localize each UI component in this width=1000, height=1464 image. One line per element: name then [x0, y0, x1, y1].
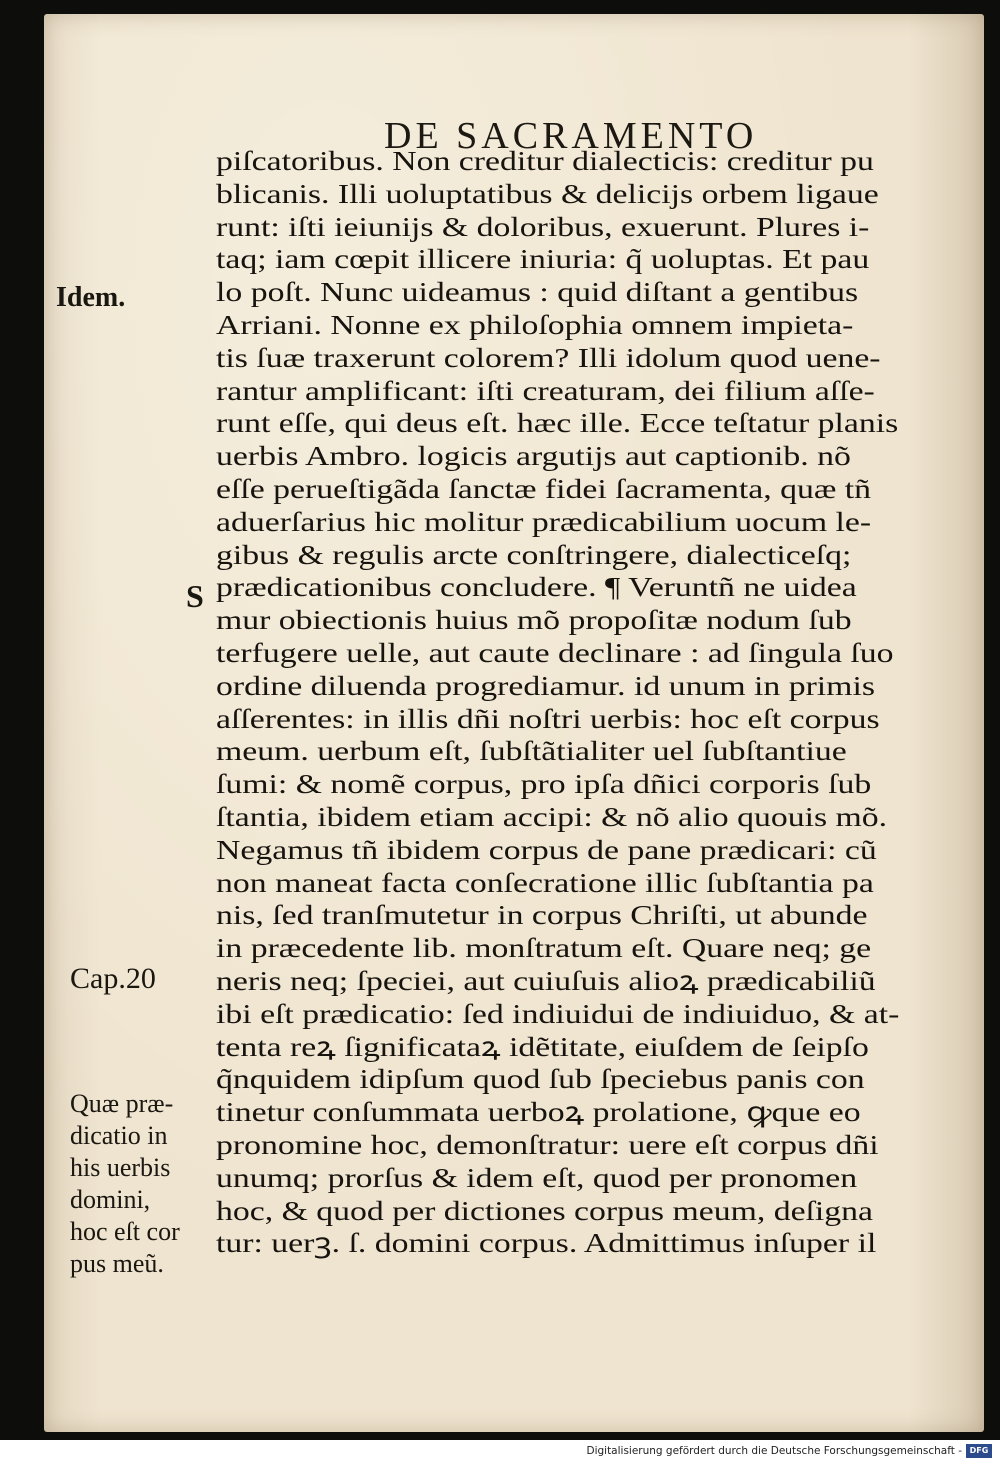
text-line: aduerſarius hic molitur prædicabilium uocum le-	[216, 506, 872, 537]
gloss-line: Quæ præ-	[70, 1089, 174, 1118]
text-line: lo poſt. Nunc uideamus : quid diſtant a gentibus	[216, 277, 859, 308]
text-line: uerbis Ambro. logicis argutijs aut captionib. nõ	[216, 441, 851, 472]
gloss-line: dicatio in	[70, 1121, 168, 1150]
text-line: tis ſuæ traxerunt colorem? Illi idolum quod uene-	[216, 342, 881, 373]
text-line: eſſe perueſtigãda ſanctæ fidei ſacramenta, quæ tñ	[216, 473, 872, 504]
text-line: terfugere uelle, aut caute declinare : ad ſingula ſuo	[216, 637, 894, 668]
text-line: runt eſſe, qui deus eſt. hæc ille. Ecce teſtatur planis	[216, 408, 899, 439]
gloss-line: domini,	[70, 1185, 151, 1214]
text-line: pronomine hoc, demonſtratur: uere eſt corpus dñi	[216, 1129, 879, 1160]
text-line: nis, ſed tranſmutetur in corpus Chriſti, ut abunde	[216, 900, 868, 931]
text-line: tinetur conſummata uerboꝝ prolatione, ꝙque eo	[216, 1097, 861, 1128]
text-line: rantur amplificant: iſti creaturam, dei filium aſſe-	[216, 375, 875, 406]
running-head: DE SACRAMENTO	[384, 115, 758, 157]
dfg-logo: DFG	[966, 1444, 992, 1458]
text-line: in præcedente lib. monſtratum eſt. Quare neq; ge	[216, 933, 872, 964]
text-line: ordine diluenda progrediamur. id unum in primis	[216, 670, 875, 701]
body-text	[216, 145, 916, 1260]
text-line: meum. uerbum eſt, ſubſtãtialiter uel ſubſtantiue	[216, 736, 847, 767]
text-line: tenta reꝝ ſignificataꝝ idẽtitate, eiuſdem de ſeipſo	[216, 1031, 869, 1062]
margin-gloss	[70, 1088, 230, 1280]
gloss-line: hoc eſt cor	[70, 1217, 180, 1246]
text-line: q̃nquidem idipſum quod ſub ſpeciebus panis con	[216, 1064, 865, 1095]
text-line: taq; iam cœpit illicere iniuria: q̃ uoluptas. Et pau	[216, 244, 870, 275]
gloss-line: pus meũ.	[70, 1249, 164, 1278]
text-line: hoc, & quod per dictiones corpus meum, deſigna	[216, 1195, 874, 1226]
text-line: piſcatoribus. Non creditur dialecticis: creditur pu	[216, 146, 874, 176]
gloss-line: his uerbis	[70, 1153, 171, 1182]
text-line: tur: uerꝫ. ſ. domini corpus. Admittimus inſuper il	[216, 1228, 877, 1259]
text-line: blicanis. Illi uoluptatibus & delicijs orbem ligaue	[216, 178, 879, 209]
text-line: ibi eſt prædicatio: ſed indiuidui de indiuiduo, & at-	[216, 998, 900, 1029]
funding-credit: Digitalisierung gefördert durch die Deutsche Forschungsgemeinschaft -	[586, 1445, 962, 1457]
text-line: gibus & regulis arcte conſtringere, dialecticeſq;	[216, 539, 852, 570]
margin-signature-mark: S	[186, 578, 204, 614]
margin-note-idem: Idem.	[56, 282, 126, 313]
text-line: Arriani. Nonne ex philoſophia omnem impieta-	[216, 309, 854, 340]
text-line: aſſerentes: in illis dñi noſtri uerbis: hoc eſt corpus	[216, 703, 880, 734]
text-line: runt: iſti ieiunijs & doloribus, exuerunt. Plures i-	[216, 211, 870, 242]
text-line: neris neq; ſpeciei, aut cuiuſuis alioꝝ prædicabiliũ	[216, 965, 876, 996]
text-line: ſtantia, ibidem etiam accipi: & nõ alio quouis mõ.	[216, 801, 888, 832]
text-line: ſumi: & nomẽ corpus, pro ipſa dñici corporis ſub	[216, 769, 872, 800]
text-line: non maneat facta conſecratione illic ſubſtantia pa	[216, 867, 874, 898]
text-line: unumq; prorſus & idem eſt, quod per pronomen	[216, 1162, 858, 1193]
text-line: mur obiectionis huius mõ propoſitæ nodum ſub	[216, 605, 852, 636]
footer-bar	[0, 1440, 1000, 1464]
margin-chapter-note: Cap.20	[70, 962, 156, 995]
text-line: prædicationibus concludere. ¶ Veruntñ ne uidea	[216, 572, 857, 603]
text-line: Negamus tñ ibidem corpus de pane prædicari: cũ	[216, 834, 877, 865]
